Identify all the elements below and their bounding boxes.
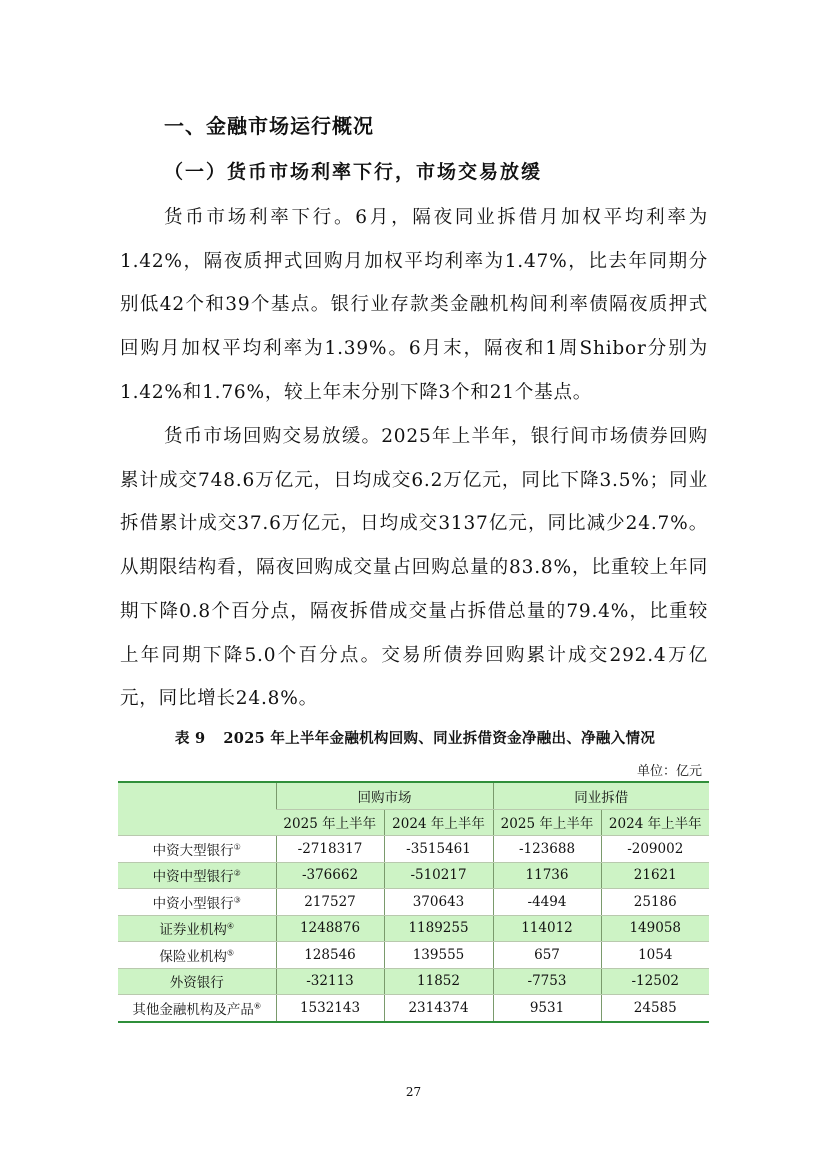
- row-label: [118, 862, 276, 889]
- table-cell: -12502: [601, 968, 709, 995]
- table-cell: 2314374: [384, 995, 493, 1022]
- row-label-text: 中资大型银行: [152, 842, 234, 859]
- row-label: [118, 915, 276, 942]
- table-cell: 24585: [601, 995, 709, 1022]
- row-label: [118, 889, 276, 916]
- table-row: [118, 836, 709, 863]
- row-label-text: 保险业机构: [159, 948, 227, 965]
- table-corner-cell: [118, 782, 276, 836]
- table-cell: 370643: [384, 889, 493, 916]
- footnote-marker: ④: [226, 921, 235, 931]
- table-caption: [120, 727, 710, 748]
- table-row: [118, 942, 709, 969]
- table-cell: 1054: [601, 942, 709, 969]
- table-cell: 1248876: [276, 915, 384, 942]
- row-label: [118, 968, 276, 995]
- paragraph-money-market-rates: 货币市场利率下行。6月，隔夜同业拆借月加权平均利率为1.42%，隔夜质押式回购月加权平均利率为1.47%，比去年同期分别低42个和39个基点。银行业存款类金融机构间利率债隔夜质押式回购月加权平均利率为1.39%。6月末，隔夜和1周Shibor分别为1.42%和1.76%，较上年末分别下降3个和21个基点。: [120, 207, 708, 403]
- row-label: [118, 942, 276, 969]
- table-row: [118, 968, 709, 995]
- table-cell: 139555: [384, 942, 493, 969]
- paragraph-repo-trading: 货币市场回购交易放缓。2025年上半年，银行间市场债券回购累计成交748.6万亿元，日均成交6.2万亿元，同比下降3.5%；同业拆借累计成交37.6万亿元，日均成交3137亿元，同比减少24.7%。从期限结构看，隔夜回购成交量占回购总量的83.8%，比重较上年同期下降0.8个百分点，隔夜拆借成交量占拆借总量的79.4%，比重较上年同期下降5.0个百分点。交易所债券回购累计成交292.4万亿元，同比增长24.8%。: [120, 426, 708, 710]
- table-row: [118, 995, 709, 1022]
- sub-header-interbank-2025: 2025 年上半年: [493, 809, 601, 836]
- table-cell: -376662: [276, 862, 384, 889]
- table-group-header-row: [118, 782, 709, 809]
- row-label: [118, 995, 276, 1022]
- subsection-title: （一）货币市场利率下行，市场交易放缓: [164, 161, 543, 183]
- table-cell: -32113: [276, 968, 384, 995]
- row-label-text: 中资小型银行: [152, 895, 234, 912]
- table-number: 表 9: [174, 730, 206, 747]
- table-title: 2025 年上半年金融机构回购、同业拆借资金净融出、净融入情况: [223, 730, 656, 747]
- table-cell: -7753: [493, 968, 601, 995]
- section-title: 一、金融市场运行概况: [164, 114, 374, 138]
- table-row: [118, 862, 709, 889]
- footnote-marker: ①: [233, 842, 241, 852]
- table-cell: 9531: [493, 995, 601, 1022]
- sub-header-repo-2024: 2024 年上半年: [384, 809, 493, 836]
- table-row: [118, 889, 709, 916]
- table-cell: 128546: [276, 942, 384, 969]
- row-label-text: 其他金融机构及产品: [132, 1001, 254, 1018]
- table-cell: -209002: [601, 836, 709, 863]
- table-cell: -123688: [493, 836, 601, 863]
- table-cell: 1532143: [276, 995, 384, 1022]
- group-header-repo: 回购市场: [276, 782, 493, 809]
- group-header-interbank: 同业拆借: [493, 782, 709, 809]
- table-cell: 217527: [276, 889, 384, 916]
- table-cell: 21621: [601, 862, 709, 889]
- sub-header-repo-2025: 2025 年上半年: [276, 809, 384, 836]
- table-cell: 657: [493, 942, 601, 969]
- table-cell: 149058: [601, 915, 709, 942]
- net-funding-table: [118, 781, 709, 1023]
- row-label-text: 证券业机构: [159, 922, 227, 939]
- page-number: 27: [405, 1085, 422, 1099]
- table-cell: -3515461: [384, 836, 493, 863]
- table-cell: -510217: [384, 862, 493, 889]
- row-label: [118, 836, 276, 863]
- footnote-marker: ③: [233, 895, 241, 905]
- table-cell: 25186: [601, 889, 709, 916]
- footnote-marker: ②: [233, 868, 241, 878]
- table-unit: 单位：亿元: [636, 764, 702, 779]
- table-row: [118, 915, 709, 942]
- row-label-text: 中资中型银行: [152, 869, 234, 886]
- footnote-marker: ⑤: [226, 948, 235, 958]
- footnote-marker: ⑥: [253, 1001, 262, 1011]
- table-cell: 1189255: [384, 915, 493, 942]
- sub-header-interbank-2024: 2024 年上半年: [601, 809, 709, 836]
- row-label-text: 外资银行: [169, 975, 224, 992]
- table-cell: 114012: [493, 915, 601, 942]
- table-cell: -4494: [493, 889, 601, 916]
- table-cell: 11852: [384, 968, 493, 995]
- table-cell: 11736: [493, 862, 601, 889]
- table-cell: -2718317: [276, 836, 384, 863]
